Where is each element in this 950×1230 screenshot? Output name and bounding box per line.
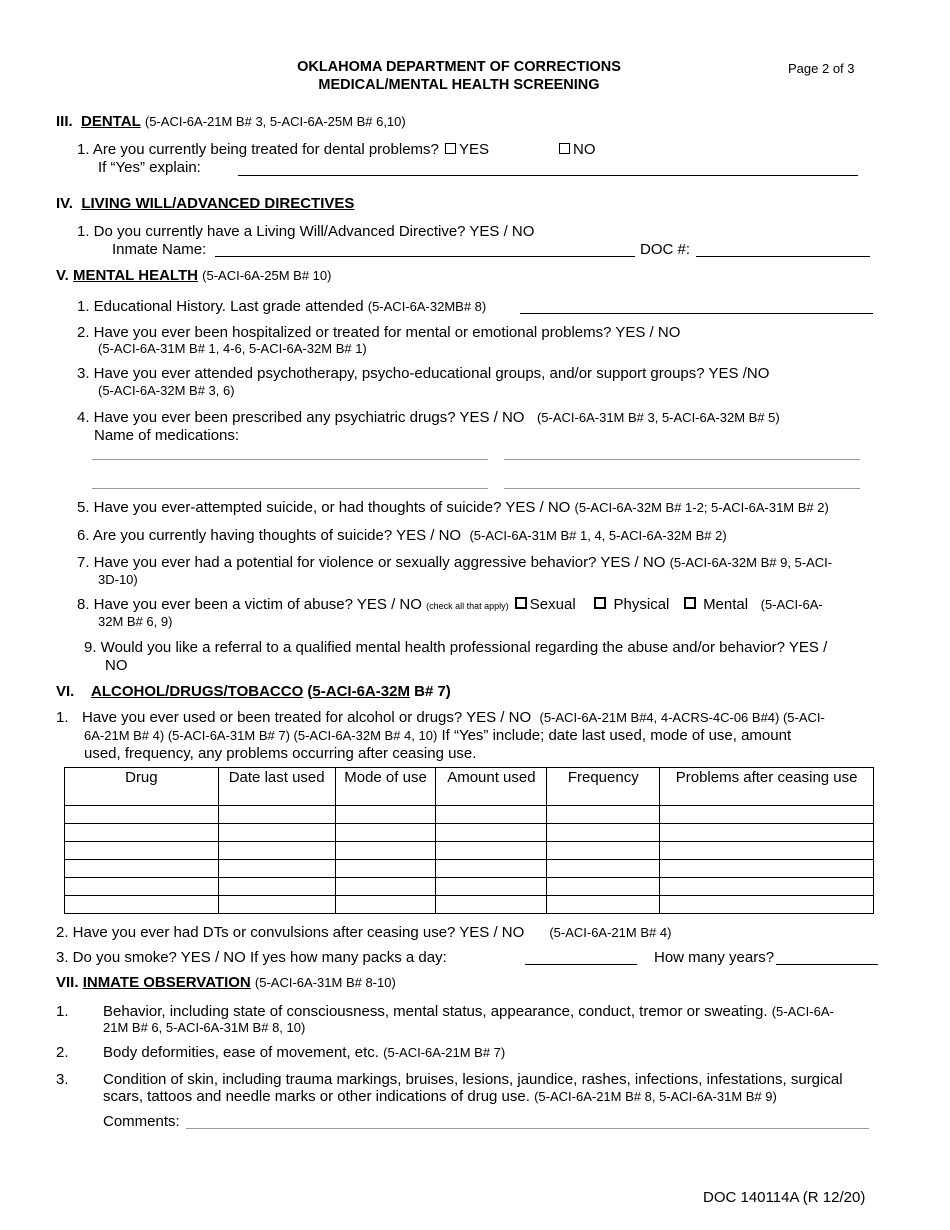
comments-field[interactable] — [186, 1128, 869, 1129]
years-smoking-label: How many years? — [654, 949, 775, 966]
table-cell[interactable] — [436, 824, 547, 842]
dental-no-checkbox[interactable] — [559, 143, 570, 154]
mental-q7-ref: 3D-10) — [98, 572, 138, 587]
table-cell[interactable] — [660, 824, 874, 842]
mental-q2: 2. Have you ever been hospitalized or treated for mental or emotional problems? YES / NO — [77, 324, 681, 341]
mental-q8: 8. Have you ever been a victim of abuse? YES / NO (check all that apply) Sexual Physical Mental (5-ACI-6A- — [77, 596, 823, 613]
mental-q7: 7. Have you ever had a potential for violence or sexually aggressive behavior? YES / NO (5-ACI-6A-32M B# 9, 5-ACI- — [77, 554, 833, 571]
table-cell[interactable] — [218, 896, 335, 914]
table-cell[interactable] — [547, 806, 660, 824]
table-row — [65, 860, 874, 878]
medication-field-2[interactable] — [504, 459, 860, 460]
table-cell[interactable] — [65, 896, 219, 914]
table-header-row — [65, 768, 874, 806]
mental-q9: 9. Would you like a referral to a qualified mental health professional regarding the abuse and/or behavior? YES / — [84, 639, 828, 656]
alcohol-q1-line3: used, frequency, any problems occurring after ceasing use. — [84, 745, 477, 762]
mental-q2-ref: (5-ACI-6A-31M B# 1, 4-6, 5-ACI-6A-32M B# 1) — [98, 341, 367, 356]
mental-q6: 6. Are you currently having thoughts of suicide? YES / NO (5-ACI-6A-31M B# 1, 4, 5-ACI-6A-32M B# 2) — [77, 527, 727, 544]
mental-q9-cont: NO — [105, 657, 128, 674]
table-cell[interactable] — [218, 842, 335, 860]
table-cell[interactable] — [335, 824, 436, 842]
medication-field-4[interactable] — [504, 488, 860, 489]
table-cell[interactable] — [218, 824, 335, 842]
form-number: DOC 140114A (R 12/20) — [703, 1189, 866, 1206]
table-cell[interactable] — [65, 860, 219, 878]
observation-2: Body deformities, ease of movement, etc. (5-ACI-6A-21M B# 7) — [103, 1044, 506, 1061]
dental-q1: 1. Are you currently being treated for dental problems? YES — [77, 141, 490, 158]
section-dental-heading: III. DENTAL (5-ACI-6A-21M B# 3, 5-ACI-6A-25M B# 6,10) — [56, 113, 406, 130]
dental-explain-field[interactable] — [238, 175, 858, 176]
table-cell[interactable] — [547, 896, 660, 914]
alcohol-q1-line2: 6A-21M B# 4) (5-ACI-6A-31M B# 7) (5-ACI-6A-32M B# 4, 10) If “Yes” include; date last used, mode of use, amount — [84, 727, 792, 744]
section-mental-health-title: MENTAL HEALTH — [72, 267, 198, 284]
medication-field-1[interactable] — [92, 459, 488, 460]
table-cell[interactable] — [65, 842, 219, 860]
table-cell[interactable] — [218, 806, 335, 824]
observation-3-num: 3. — [56, 1071, 69, 1088]
section-living-will-heading: IV. LIVING WILL/ADVANCED DIRECTIVES — [56, 195, 355, 212]
dental-explain-label: If “Yes” explain: — [98, 159, 201, 176]
observation-3-line2: scars, tattoos and needle marks or other indications of drug use. (5-ACI-6A-21M B# 8, 5-ACI-6A-31M B# 9) — [103, 1088, 777, 1105]
comments-label: Comments: — [103, 1113, 180, 1130]
table-cell[interactable] — [335, 860, 436, 878]
alcohol-q2: 2. Have you ever had DTs or convulsions after ceasing use? YES / NO (5-ACI-6A-21M B# 4) — [56, 924, 672, 941]
table-row — [65, 842, 874, 860]
column-header-problems: Problems after ceasing use — [660, 768, 874, 806]
observation-1: Behavior, including state of consciousness, mental status, appearance, conduct, tremor or sweating. (5-ACI-6A- — [103, 1003, 834, 1020]
alcohol-q3: 3. Do you smoke? YES / NO If yes how many packs a day: — [56, 949, 447, 966]
column-header-amount-used: Amount used — [436, 768, 547, 806]
table-cell[interactable] — [436, 896, 547, 914]
form-subtitle: MEDICAL/MENTAL HEALTH SCREENING — [318, 77, 600, 93]
mental-q4: 4. Have you ever been prescribed any psychiatric drugs? YES / NO (5-ACI-6A-31M B# 3, 5-ACI-6A-32M B# 5) — [77, 409, 780, 426]
inmate-name-field[interactable] — [215, 256, 635, 257]
section-dental-title: DENTAL — [81, 113, 141, 130]
table-cell[interactable] — [436, 806, 547, 824]
column-header-drug: Drug — [65, 768, 219, 806]
table-cell[interactable] — [65, 824, 219, 842]
inmate-name-label: Inmate Name: — [112, 241, 207, 258]
table-cell[interactable] — [547, 860, 660, 878]
alcohol-q1: Have you ever used or been treated for alcohol or drugs? YES / NO (5-ACI-6A-21M B#4, 4-ACRS-4C-06 B#4) (5-ACI- — [82, 709, 825, 726]
table-row — [65, 824, 874, 842]
table-cell[interactable] — [335, 896, 436, 914]
doc-number-label: DOC #: — [640, 241, 691, 258]
medication-field-3[interactable] — [92, 488, 488, 489]
table-cell[interactable] — [660, 842, 874, 860]
mental-q8-ref: 32M B# 6, 9) — [98, 614, 173, 629]
mental-q1: 1. Educational History. Last grade attended (5-ACI-6A-32MB# 8) — [77, 298, 487, 315]
mental-q3: 3. Have you ever attended psychotherapy, psycho-educational groups, and/or support groups? YES /NO — [77, 365, 770, 382]
table-row — [65, 878, 874, 896]
abuse-physical-checkbox[interactable] — [594, 597, 606, 609]
table-row — [65, 896, 874, 914]
section-living-will-title: LIVING WILL/ADVANCED DIRECTIVES — [81, 195, 355, 212]
drug-history-table — [64, 767, 874, 914]
column-header-mode-of-use: Mode of use — [335, 768, 436, 806]
table-cell[interactable] — [65, 806, 219, 824]
table-cell[interactable] — [436, 878, 547, 896]
table-cell[interactable] — [335, 806, 436, 824]
page-number: Page 2 of 3 — [788, 61, 855, 76]
packs-per-day-field[interactable] — [525, 964, 637, 965]
doc-number-field[interactable] — [696, 256, 870, 257]
table-cell[interactable] — [436, 860, 547, 878]
section-observation-title: INMATE OBSERVATION — [82, 974, 251, 991]
table-cell[interactable] — [660, 860, 874, 878]
column-header-date-last-used: Date last used — [218, 768, 335, 806]
table-cell[interactable] — [660, 878, 874, 896]
section-alcohol-heading: VI. ALCOHOL/DRUGS/TOBACCO (5-ACI-6A-32M B# 7) — [56, 683, 451, 700]
observation-1-num: 1. — [56, 1003, 69, 1020]
table-cell[interactable] — [547, 878, 660, 896]
mental-q5: 5. Have you ever-attempted suicide, or had thoughts of suicide? YES / NO (5-ACI-6A-32M B# 1-2; 5-ACI-6A-31M B# 2) — [77, 499, 829, 516]
dental-no-option: NO — [557, 141, 596, 158]
form-title: OKLAHOMA DEPARTMENT OF CORRECTIONS — [297, 59, 621, 75]
living-will-q1: 1. Do you currently have a Living Will/Advanced Directive? YES / NO — [77, 223, 535, 240]
abuse-sexual-checkbox[interactable] — [515, 597, 527, 609]
table-cell[interactable] — [436, 842, 547, 860]
mental-q3-ref: (5-ACI-6A-32M B# 3, 6) — [98, 383, 235, 398]
column-header-frequency: Frequency — [547, 768, 660, 806]
table-cell[interactable] — [547, 824, 660, 842]
table-cell[interactable] — [335, 878, 436, 896]
table-cell[interactable] — [660, 896, 874, 914]
observation-2-num: 2. — [56, 1044, 69, 1061]
table-row — [65, 806, 874, 824]
section-observation-heading: VII. INMATE OBSERVATION (5-ACI-6A-31M B# 8-10) — [56, 974, 396, 991]
alcohol-q1-num: 1. — [56, 709, 69, 726]
table-cell[interactable] — [218, 878, 335, 896]
dental-yes-checkbox[interactable] — [445, 143, 456, 154]
years-smoking-field[interactable] — [776, 964, 878, 965]
observation-1-ref: 21M B# 6, 5-ACI-6A-31M B# 8, 10) — [103, 1020, 306, 1035]
table-cell[interactable] — [218, 860, 335, 878]
table-cell[interactable] — [65, 878, 219, 896]
observation-3: Condition of skin, including trauma markings, bruises, lesions, jaundice, rashes, infections, infestations, surgical — [103, 1071, 843, 1088]
last-grade-field[interactable] — [520, 313, 873, 314]
abuse-mental-checkbox[interactable] — [684, 597, 696, 609]
table-cell[interactable] — [547, 842, 660, 860]
medications-label: Name of medications: — [94, 427, 240, 444]
table-cell[interactable] — [660, 806, 874, 824]
section-alcohol-title: ALCOHOL/DRUGS/TOBACCO — [91, 683, 304, 700]
table-cell[interactable] — [335, 842, 436, 860]
section-mental-health-heading: V. MENTAL HEALTH (5-ACI-6A-25M B# 10) — [56, 267, 332, 284]
